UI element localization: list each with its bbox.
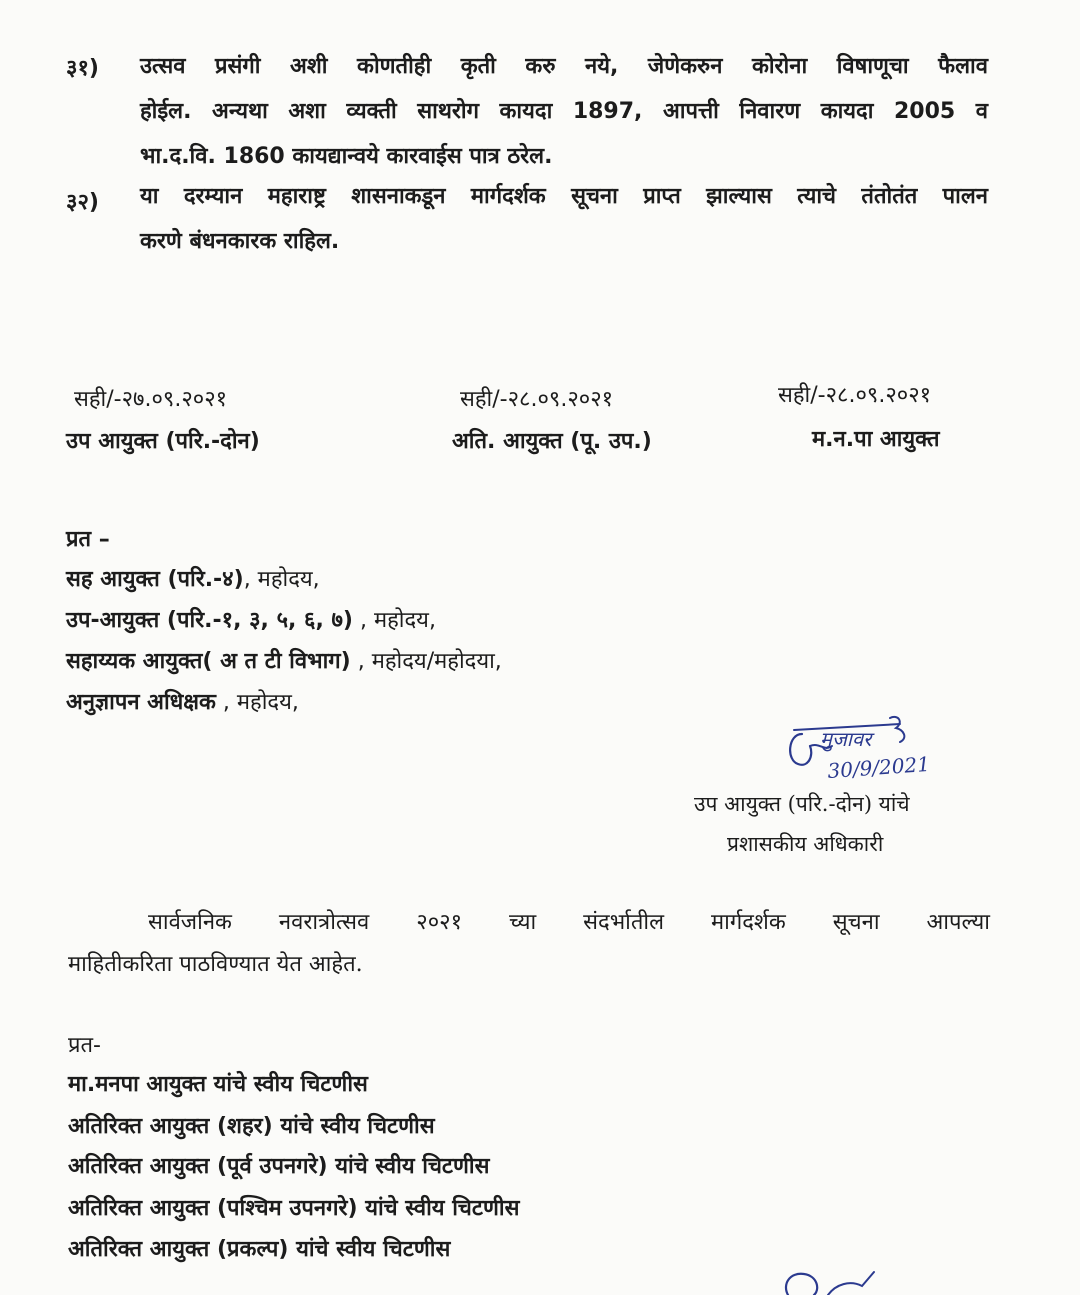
handwritten-signature	[780, 712, 970, 792]
sender-designation: उप आयुक्त (परि.-दोन) यांचे	[694, 792, 910, 816]
copy-recipient: अतिरिक्त आयुक्त (प्रकल्प) यांचे स्वीय चिटणीस	[68, 1237, 451, 1262]
body-paragraph-line: माहितीकरिता पाठविण्यात येत आहेत.	[68, 952, 363, 977]
signature-date: सही/-२८.०९.२०२१	[778, 383, 932, 408]
recipient-salutation: , महोदय,	[352, 608, 436, 633]
clause-line: भा.द.वि. 1860 कायद्यान्वये कारवाईस पात्र ठरेल.	[140, 144, 553, 169]
recipient-name: सहाय्यक आयुक्त( अ त टी विभाग)	[66, 649, 351, 674]
clause-number: ३२)	[66, 190, 99, 215]
copy-recipient: मा.मनपा आयुक्त यांचे स्वीय चिटणीस	[68, 1072, 368, 1097]
copy-recipient: अतिरिक्त आयुक्त (पश्चिम उपनगरे) यांचे स्वीय चिटणीस	[68, 1196, 520, 1221]
clause-line: करणे बंधनकारक राहिल.	[140, 229, 340, 254]
body-paragraph-line: सार्वजनिक नवरात्रोत्सव २०२१ च्या संदर्भातील मार्गदर्शक सूचना आपल्या	[148, 910, 990, 935]
signature-name: मुजावर	[820, 727, 872, 751]
signature-title: म.न.पा आयुक्त	[812, 427, 940, 452]
recipient-name: अनुज्ञापन अधिक्षक	[66, 690, 216, 715]
clause-line: या दरम्यान महाराष्ट्र शासनाकडून मार्गदर्शक सूचना प्राप्त झाल्यास त्याचे तंतोतंत पालन	[140, 184, 988, 209]
clause-line: होईल. अन्यथा अशा व्यक्ती साथरोग कायदा 1897, आपत्ती निवारण कायदा 2005 व	[140, 99, 988, 124]
clause-line: उत्सव प्रसंगी अशी कोणतीही कृती करु नये, जेणेकरुन कोरोना विषाणूचा फैलाव	[140, 54, 988, 79]
recipient-name: सह आयुक्त (परि.-४)	[66, 567, 244, 592]
signature-date: सही/-२७.०९.२०२१	[74, 387, 228, 412]
recipient-salutation: , महोदय/महोदया,	[350, 649, 502, 674]
copy-recipient	[66, 563, 320, 593]
copy-recipient: अतिरिक्त आयुक्त (पूर्व उपनगरे) यांचे स्वीय चिटणीस	[68, 1154, 490, 1179]
copy-heading: प्रत-	[68, 1033, 101, 1058]
copy-recipient	[66, 686, 299, 716]
recipient-salutation: , महोदय,	[215, 690, 299, 715]
signature-title: अति. आयुक्त (पू. उप.)	[452, 429, 652, 454]
signature-title: उप आयुक्त (परि.-दोन)	[66, 429, 260, 454]
copy-recipient: अतिरिक्त आयुक्त (शहर) यांचे स्वीय चिटणीस	[68, 1114, 435, 1139]
partial-signature-mark	[770, 1262, 910, 1295]
clause-number: ३१)	[66, 56, 99, 81]
sender-office: प्रशासकीय अधिकारी	[727, 832, 884, 856]
copy-recipient	[66, 604, 436, 634]
recipient-name: उप-आयुक्त (परि.-१, ३, ५, ६, ७)	[66, 608, 353, 633]
recipient-salutation: , महोदय,	[243, 567, 320, 592]
copy-heading: प्रत –	[66, 527, 110, 552]
signature-date-handwritten: 30/9/2021	[826, 751, 931, 783]
copy-recipient	[66, 645, 502, 675]
signature-date: सही/-२८.०९.२०२१	[460, 387, 614, 412]
